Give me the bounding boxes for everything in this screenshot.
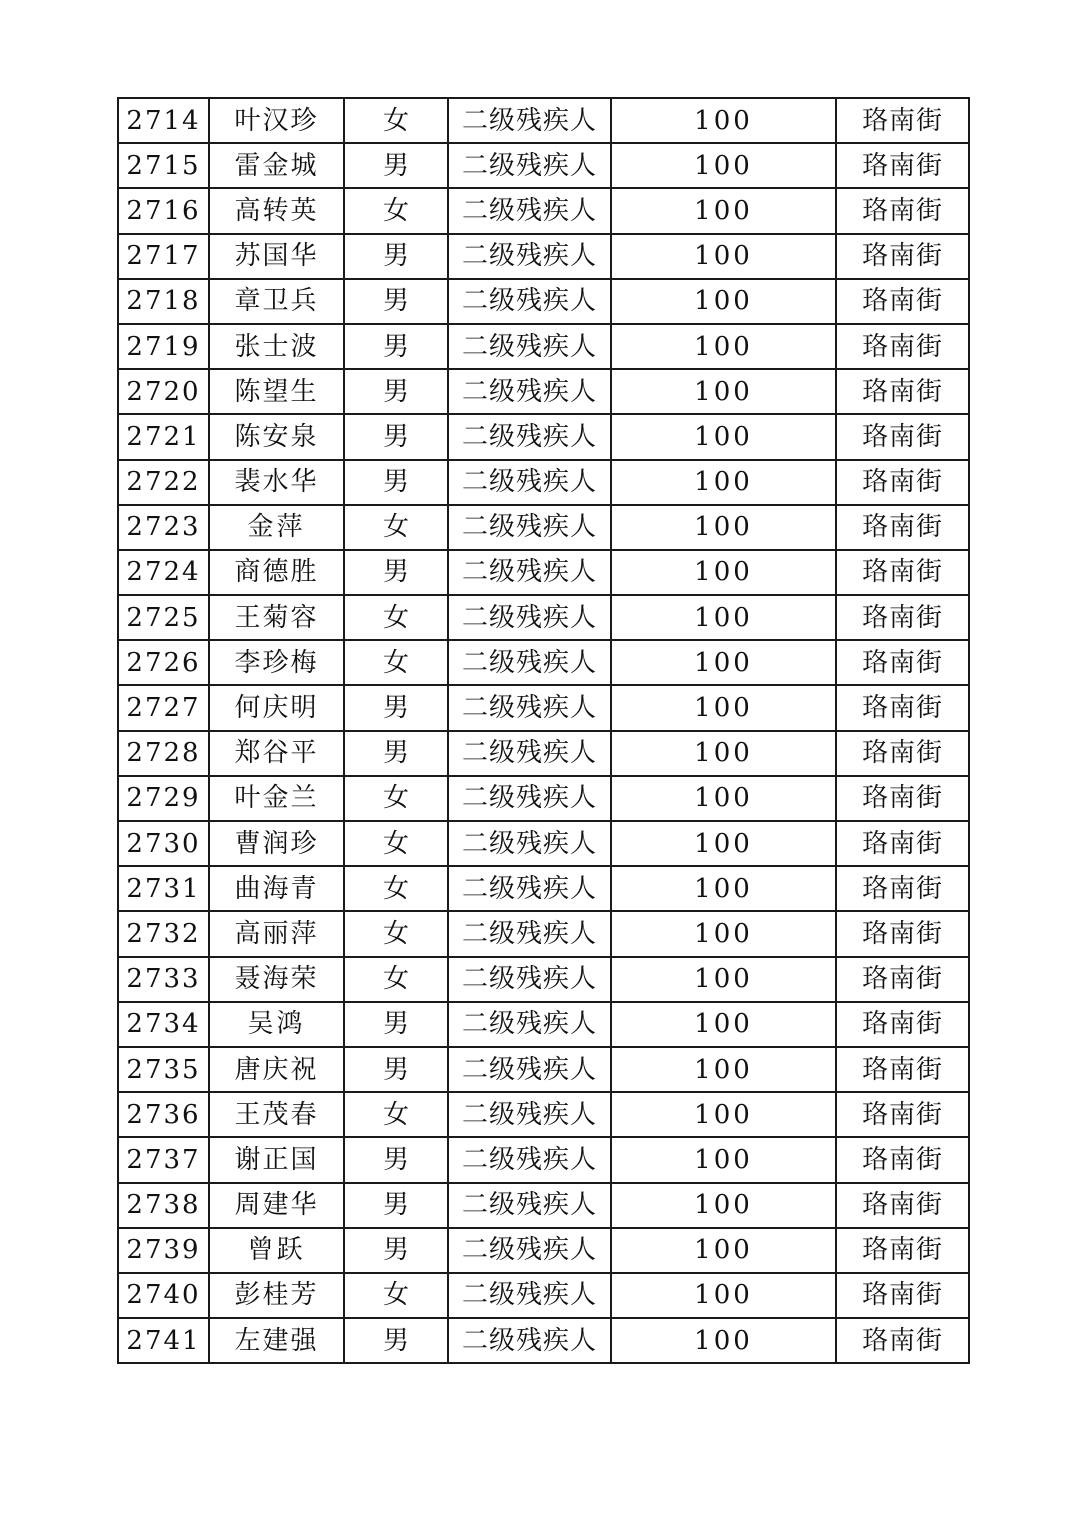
table-row bbox=[118, 369, 969, 414]
cell-number: 2734 bbox=[118, 1002, 209, 1047]
cell-disability-level: 二级残疾人 bbox=[448, 640, 611, 685]
cell-number: 2724 bbox=[118, 550, 209, 595]
table-row bbox=[118, 414, 969, 459]
cell-amount: 100 bbox=[611, 821, 836, 866]
table-row bbox=[118, 324, 969, 369]
cell-disability-level: 二级残疾人 bbox=[448, 1228, 611, 1273]
cell-name: 叶金兰 bbox=[209, 776, 344, 821]
cell-name: 李珍梅 bbox=[209, 640, 344, 685]
cell-number: 2717 bbox=[118, 234, 209, 279]
cell-street: 珞南街 bbox=[836, 731, 969, 776]
cell-name: 高转英 bbox=[209, 188, 344, 233]
cell-amount: 100 bbox=[611, 460, 836, 505]
cell-number: 2741 bbox=[118, 1318, 209, 1363]
cell-number: 2739 bbox=[118, 1228, 209, 1273]
table-row bbox=[118, 776, 969, 821]
cell-amount: 100 bbox=[611, 685, 836, 730]
cell-street: 珞南街 bbox=[836, 776, 969, 821]
cell-number: 2718 bbox=[118, 279, 209, 324]
cell-street: 珞南街 bbox=[836, 234, 969, 279]
cell-street: 珞南街 bbox=[836, 550, 969, 595]
cell-name: 曾跃 bbox=[209, 1228, 344, 1273]
table-row bbox=[118, 1318, 969, 1363]
table-row bbox=[118, 911, 969, 956]
cell-street: 珞南街 bbox=[836, 1318, 969, 1363]
cell-street: 珞南街 bbox=[836, 866, 969, 911]
table-row bbox=[118, 1092, 969, 1137]
cell-street: 珞南街 bbox=[836, 911, 969, 956]
cell-name: 谢正国 bbox=[209, 1137, 344, 1182]
cell-sex: 男 bbox=[344, 414, 448, 459]
cell-number: 2720 bbox=[118, 369, 209, 414]
cell-number: 2738 bbox=[118, 1183, 209, 1228]
table-row bbox=[118, 234, 969, 279]
cell-name: 金萍 bbox=[209, 505, 344, 550]
table-row bbox=[118, 1047, 969, 1092]
cell-amount: 100 bbox=[611, 1002, 836, 1047]
cell-street: 珞南街 bbox=[836, 1273, 969, 1318]
table-row bbox=[118, 595, 969, 640]
cell-street: 珞南街 bbox=[836, 1092, 969, 1137]
cell-amount: 100 bbox=[611, 957, 836, 1002]
cell-disability-level: 二级残疾人 bbox=[448, 505, 611, 550]
cell-disability-level: 二级残疾人 bbox=[448, 143, 611, 188]
table-row bbox=[118, 1002, 969, 1047]
cell-number: 2737 bbox=[118, 1137, 209, 1182]
cell-name: 曹润珍 bbox=[209, 821, 344, 866]
cell-name: 叶汉珍 bbox=[209, 98, 344, 143]
cell-street: 珞南街 bbox=[836, 279, 969, 324]
cell-sex: 女 bbox=[344, 911, 448, 956]
cell-amount: 100 bbox=[611, 550, 836, 595]
cell-street: 珞南街 bbox=[836, 98, 969, 143]
cell-street: 珞南街 bbox=[836, 460, 969, 505]
cell-disability-level: 二级残疾人 bbox=[448, 1002, 611, 1047]
table-row bbox=[118, 98, 969, 143]
table-row bbox=[118, 1228, 969, 1273]
table-row bbox=[118, 505, 969, 550]
cell-disability-level: 二级残疾人 bbox=[448, 1318, 611, 1363]
cell-sex: 男 bbox=[344, 731, 448, 776]
cell-sex: 女 bbox=[344, 188, 448, 233]
table-row bbox=[118, 188, 969, 233]
cell-name: 彭桂芳 bbox=[209, 1273, 344, 1318]
cell-number: 2735 bbox=[118, 1047, 209, 1092]
cell-sex: 男 bbox=[344, 1047, 448, 1092]
cell-disability-level: 二级残疾人 bbox=[448, 1273, 611, 1318]
cell-amount: 100 bbox=[611, 143, 836, 188]
cell-name: 裴水华 bbox=[209, 460, 344, 505]
cell-sex: 男 bbox=[344, 460, 448, 505]
cell-street: 珞南街 bbox=[836, 414, 969, 459]
cell-sex: 男 bbox=[344, 1318, 448, 1363]
cell-name: 唐庆祝 bbox=[209, 1047, 344, 1092]
cell-disability-level: 二级残疾人 bbox=[448, 188, 611, 233]
cell-street: 珞南街 bbox=[836, 1228, 969, 1273]
cell-disability-level: 二级残疾人 bbox=[448, 234, 611, 279]
cell-sex: 女 bbox=[344, 1273, 448, 1318]
cell-name: 高丽萍 bbox=[209, 911, 344, 956]
table-row bbox=[118, 1137, 969, 1182]
table-row bbox=[118, 1273, 969, 1318]
cell-sex: 女 bbox=[344, 1092, 448, 1137]
cell-number: 2728 bbox=[118, 731, 209, 776]
cell-street: 珞南街 bbox=[836, 957, 969, 1002]
cell-amount: 100 bbox=[611, 1228, 836, 1273]
cell-name: 商德胜 bbox=[209, 550, 344, 595]
cell-sex: 男 bbox=[344, 324, 448, 369]
cell-number: 2736 bbox=[118, 1092, 209, 1137]
cell-street: 珞南街 bbox=[836, 1183, 969, 1228]
cell-sex: 女 bbox=[344, 595, 448, 640]
cell-name: 章卫兵 bbox=[209, 279, 344, 324]
cell-disability-level: 二级残疾人 bbox=[448, 550, 611, 595]
table-row bbox=[118, 143, 969, 188]
cell-disability-level: 二级残疾人 bbox=[448, 911, 611, 956]
cell-number: 2721 bbox=[118, 414, 209, 459]
cell-number: 2732 bbox=[118, 911, 209, 956]
cell-street: 珞南街 bbox=[836, 595, 969, 640]
cell-amount: 100 bbox=[611, 1047, 836, 1092]
cell-number: 2726 bbox=[118, 640, 209, 685]
cell-name: 陈安泉 bbox=[209, 414, 344, 459]
cell-street: 珞南街 bbox=[836, 685, 969, 730]
cell-disability-level: 二级残疾人 bbox=[448, 1047, 611, 1092]
cell-sex: 女 bbox=[344, 776, 448, 821]
cell-street: 珞南街 bbox=[836, 1137, 969, 1182]
cell-street: 珞南街 bbox=[836, 505, 969, 550]
cell-amount: 100 bbox=[611, 595, 836, 640]
cell-street: 珞南街 bbox=[836, 324, 969, 369]
cell-amount: 100 bbox=[611, 1273, 836, 1318]
cell-number: 2725 bbox=[118, 595, 209, 640]
cell-amount: 100 bbox=[611, 324, 836, 369]
cell-amount: 100 bbox=[611, 1092, 836, 1137]
cell-amount: 100 bbox=[611, 234, 836, 279]
cell-amount: 100 bbox=[611, 776, 836, 821]
cell-sex: 女 bbox=[344, 505, 448, 550]
cell-disability-level: 二级残疾人 bbox=[448, 821, 611, 866]
cell-street: 珞南街 bbox=[836, 369, 969, 414]
cell-number: 2727 bbox=[118, 685, 209, 730]
cell-amount: 100 bbox=[611, 640, 836, 685]
cell-name: 周建华 bbox=[209, 1183, 344, 1228]
cell-amount: 100 bbox=[611, 188, 836, 233]
cell-number: 2716 bbox=[118, 188, 209, 233]
table-row bbox=[118, 866, 969, 911]
cell-amount: 100 bbox=[611, 279, 836, 324]
cell-disability-level: 二级残疾人 bbox=[448, 731, 611, 776]
table-row bbox=[118, 821, 969, 866]
cell-disability-level: 二级残疾人 bbox=[448, 460, 611, 505]
cell-disability-level: 二级残疾人 bbox=[448, 369, 611, 414]
roster-table bbox=[117, 97, 970, 1364]
cell-sex: 男 bbox=[344, 1183, 448, 1228]
cell-name: 郑谷平 bbox=[209, 731, 344, 776]
cell-disability-level: 二级残疾人 bbox=[448, 957, 611, 1002]
cell-number: 2719 bbox=[118, 324, 209, 369]
cell-amount: 100 bbox=[611, 731, 836, 776]
cell-street: 珞南街 bbox=[836, 1047, 969, 1092]
cell-number: 2733 bbox=[118, 957, 209, 1002]
cell-street: 珞南街 bbox=[836, 143, 969, 188]
cell-disability-level: 二级残疾人 bbox=[448, 866, 611, 911]
cell-name: 左建强 bbox=[209, 1318, 344, 1363]
cell-number: 2715 bbox=[118, 143, 209, 188]
cell-amount: 100 bbox=[611, 1183, 836, 1228]
cell-disability-level: 二级残疾人 bbox=[448, 1183, 611, 1228]
cell-sex: 男 bbox=[344, 685, 448, 730]
cell-amount: 100 bbox=[611, 1137, 836, 1182]
cell-disability-level: 二级残疾人 bbox=[448, 776, 611, 821]
cell-sex: 男 bbox=[344, 279, 448, 324]
table-row bbox=[118, 685, 969, 730]
cell-street: 珞南街 bbox=[836, 188, 969, 233]
cell-number: 2730 bbox=[118, 821, 209, 866]
cell-disability-level: 二级残疾人 bbox=[448, 1137, 611, 1182]
cell-name: 陈望生 bbox=[209, 369, 344, 414]
cell-sex: 男 bbox=[344, 369, 448, 414]
cell-sex: 女 bbox=[344, 821, 448, 866]
cell-disability-level: 二级残疾人 bbox=[448, 414, 611, 459]
cell-name: 苏国华 bbox=[209, 234, 344, 279]
cell-name: 吴鸿 bbox=[209, 1002, 344, 1047]
table-row bbox=[118, 640, 969, 685]
cell-sex: 男 bbox=[344, 1228, 448, 1273]
cell-sex: 男 bbox=[344, 1137, 448, 1182]
cell-name: 张士波 bbox=[209, 324, 344, 369]
cell-amount: 100 bbox=[611, 866, 836, 911]
cell-number: 2714 bbox=[118, 98, 209, 143]
cell-sex: 女 bbox=[344, 957, 448, 1002]
table-row bbox=[118, 731, 969, 776]
cell-amount: 100 bbox=[611, 369, 836, 414]
cell-street: 珞南街 bbox=[836, 1002, 969, 1047]
roster-table-body bbox=[118, 98, 969, 1363]
cell-sex: 女 bbox=[344, 98, 448, 143]
cell-disability-level: 二级残疾人 bbox=[448, 324, 611, 369]
cell-sex: 男 bbox=[344, 234, 448, 279]
cell-street: 珞南街 bbox=[836, 640, 969, 685]
table-row bbox=[118, 460, 969, 505]
cell-name: 何庆明 bbox=[209, 685, 344, 730]
cell-disability-level: 二级残疾人 bbox=[448, 279, 611, 324]
cell-amount: 100 bbox=[611, 505, 836, 550]
cell-name: 王菊容 bbox=[209, 595, 344, 640]
cell-disability-level: 二级残疾人 bbox=[448, 98, 611, 143]
cell-amount: 100 bbox=[611, 414, 836, 459]
cell-name: 聂海荣 bbox=[209, 957, 344, 1002]
cell-number: 2740 bbox=[118, 1273, 209, 1318]
cell-number: 2731 bbox=[118, 866, 209, 911]
cell-street: 珞南街 bbox=[836, 821, 969, 866]
cell-amount: 100 bbox=[611, 1318, 836, 1363]
cell-sex: 男 bbox=[344, 550, 448, 595]
cell-amount: 100 bbox=[611, 911, 836, 956]
cell-disability-level: 二级残疾人 bbox=[448, 1092, 611, 1137]
cell-disability-level: 二级残疾人 bbox=[448, 685, 611, 730]
cell-number: 2729 bbox=[118, 776, 209, 821]
cell-name: 雷金城 bbox=[209, 143, 344, 188]
cell-disability-level: 二级残疾人 bbox=[448, 595, 611, 640]
table-row bbox=[118, 279, 969, 324]
table-row bbox=[118, 550, 969, 595]
table-row bbox=[118, 957, 969, 1002]
cell-number: 2723 bbox=[118, 505, 209, 550]
cell-name: 曲海青 bbox=[209, 866, 344, 911]
cell-sex: 女 bbox=[344, 866, 448, 911]
table-row bbox=[118, 1183, 969, 1228]
cell-name: 王茂春 bbox=[209, 1092, 344, 1137]
cell-sex: 男 bbox=[344, 143, 448, 188]
cell-sex: 女 bbox=[344, 640, 448, 685]
cell-sex: 男 bbox=[344, 1002, 448, 1047]
cell-number: 2722 bbox=[118, 460, 209, 505]
cell-amount: 100 bbox=[611, 98, 836, 143]
